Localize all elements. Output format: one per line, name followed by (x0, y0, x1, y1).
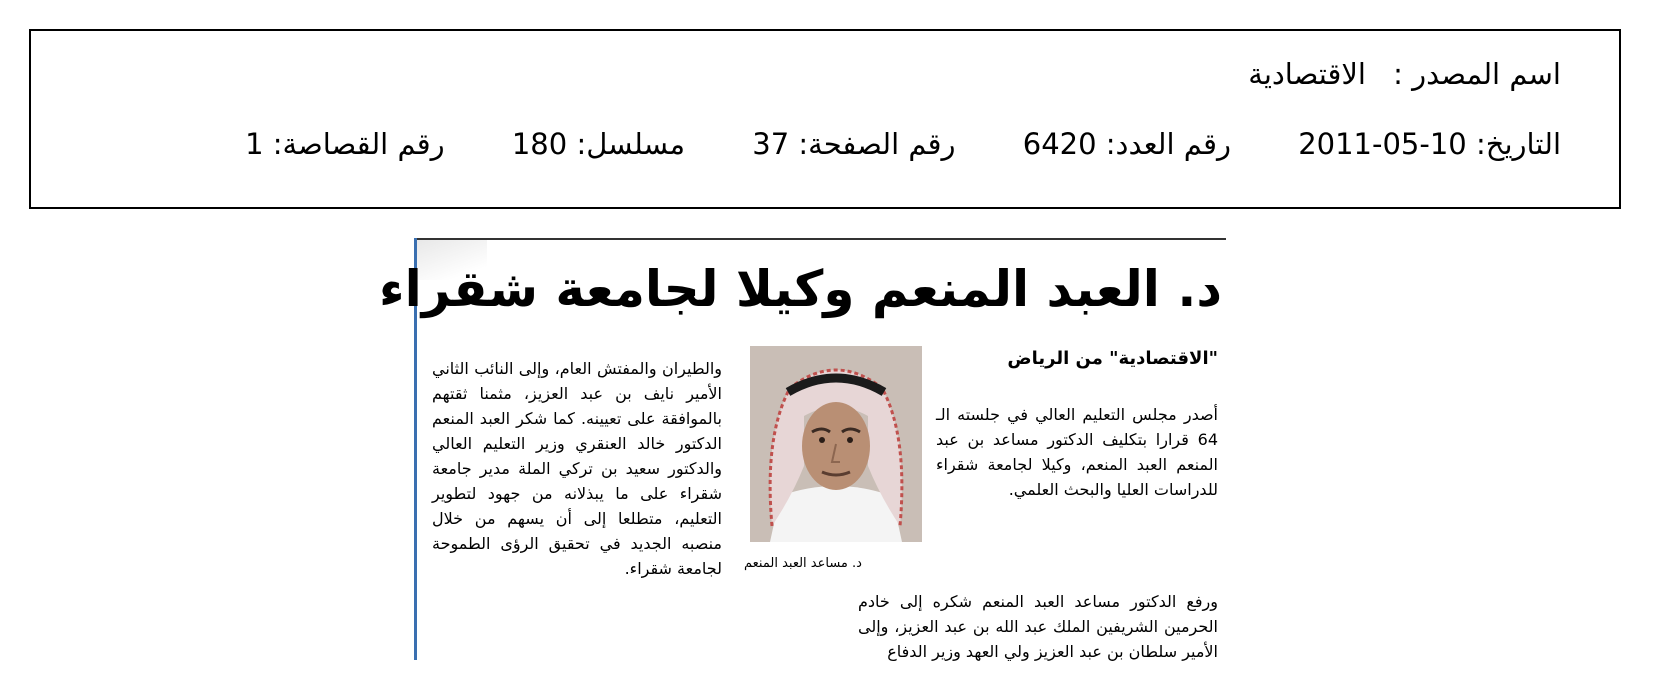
date-value: 2011-05-10 (1298, 127, 1467, 161)
page-label: رقم الصفحة: (798, 127, 956, 161)
newspaper-clipping (379, 238, 1226, 661)
metadata-box (29, 29, 1621, 209)
article-byline: "الاقتصادية" من الرياض (1007, 348, 1218, 369)
issue-label: رقم العدد: (1105, 127, 1231, 161)
serial-label: مسلسل: (576, 127, 686, 161)
article-column-left: والطيران والمفتش العام، وإلى النائب الثاني الأمير نايف بن عبد العزيز، مثمنا ثقتهم بالموافقة على تعيينه. كما شكر العبد المنعم الدكتور خالد العنقري وزير التعليم العالي والدكتور سعيد بن تركي الملة مدير جامعة شقراء على ما يبذلانه من جهود لتطوير التعليم، متطلعا إلى أن يسهم من خلال منصبه الجديد في تحقيق الرؤى الطموحة لجامعة شقراء. (432, 359, 722, 578)
source-value: الاقتصادية (1248, 57, 1366, 91)
page-field (752, 127, 955, 161)
serial-value: 180 (511, 127, 568, 161)
date-field (1298, 127, 1561, 161)
article-headline: د. العبد المنعم وكيلا لجامعة شقراء (379, 260, 1222, 318)
date-label: التاريخ: (1475, 127, 1561, 161)
clip-label: رقم القصاصة: (272, 127, 445, 161)
clip-field (245, 127, 445, 161)
page-value: 37 (752, 127, 790, 161)
portrait-illustration (750, 346, 922, 542)
source-row (1248, 57, 1561, 91)
serial-field (512, 127, 685, 161)
article-column-right-bottom: ورفع الدكتور مساعد العبد المنعم شكره إلى خادم الحرمين الشريفين الملك عبد الله بن عبد العزيز، وإلى الأمير سلطان بن عبد العزيز ولي العهد وزير الدفاع (858, 592, 1218, 661)
article-column-right: أصدر مجلس التعليم العالي في جلسته الـ 64 قرارا بتكليف الدكتور مساعد بن عبد المنعم العبد المنعم، وكيلا لجامعة شقراء للدراسات العليا والبحث العلمي. (936, 405, 1218, 499)
details-row (245, 127, 1561, 161)
top-rule (414, 238, 1226, 240)
portrait-photo (750, 346, 922, 542)
clip-value: 1 (245, 127, 264, 161)
issue-field (1023, 127, 1231, 161)
issue-value: 6420 (1022, 127, 1097, 161)
source-label: اسم المصدر : (1393, 57, 1561, 91)
photo-caption: د. مساعد العبد المنعم (744, 556, 862, 571)
